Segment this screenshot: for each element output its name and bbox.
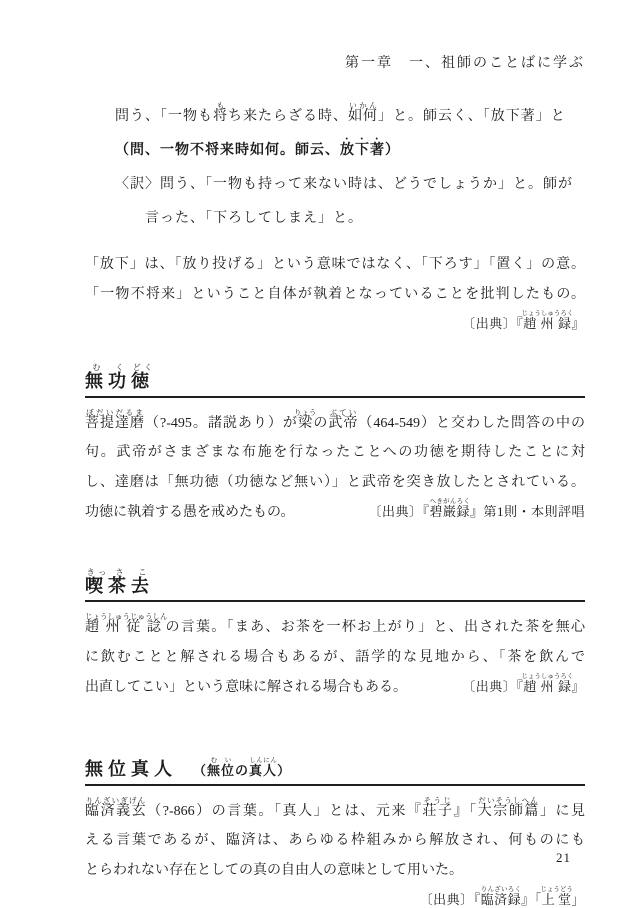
- entry-body-line: に飲むことと解される場合もあるが、語学的な見地から、「茶を飲んで: [85, 649, 585, 665]
- source-citation: 〔出典〕『趙州録じょうしゅうろく』: [462, 310, 585, 331]
- page-number: 21: [556, 850, 571, 865]
- heading-rule: [85, 600, 585, 602]
- commentary-paragraph: [85, 250, 585, 337]
- quote-block: [115, 100, 585, 236]
- entry-body-line: 臨済義玄りんざいぎげん（?-866）の言葉。「真人」とは、元来『荘子そうじ』「大宗師篇だいそうしへん」に見: [85, 795, 586, 819]
- entry-body-line: 菩提達磨ぼだいだるま（?-495。諸説あり）が梁りょうの武帝ぶてい（464-549）と交わした問答の中の: [85, 407, 585, 431]
- source-citation: 〔出典〕『碧巌録へきがんろく』第1則・本則評唱: [368, 498, 585, 519]
- entry-body-line: 趙州従諗じょうしゅうじゅうしんの言葉。「まあ、お茶を一杯お上がり」と、出された茶を無心: [85, 612, 585, 635]
- entry-body-line: 出直してこい」という意味に解される場合もある。: [85, 680, 407, 695]
- entry-body-line: とらわれない存在としての真の自由人の意味として用いた。: [85, 862, 463, 878]
- quote-line-translation: 〈訳〉問う、「一物も持って来ない時は、どうでしょうか」と。師が: [115, 177, 573, 192]
- commentary-line: 「放下」は、「放り投げる」という意味ではなく、「下ろす」「置く」の意。: [85, 257, 585, 272]
- entry-mui-shinnin: [85, 757, 585, 908]
- entry-body-line: える言葉であるが、臨済は、あらゆる枠組みから解放され、何ものにも: [85, 833, 585, 848]
- entry-mukudoku: [85, 363, 585, 528]
- source-citation: 〔出典〕『趙州録じょうしゅうろく』: [462, 673, 585, 694]
- entry-body-line: し、達磨は「無功徳（功徳など無い）」と武帝を突き放したとされている。: [85, 474, 585, 490]
- entry-body-line: 句。武帝がさまざまな布施を行なったことへの功徳を期待したことに対: [85, 445, 585, 460]
- quote-line-kakikudashi: 問う、「一物も将もち来たらざる時、如何いかん」と。師云く、「放下著」と: [115, 101, 566, 124]
- entry-heading: [85, 568, 585, 598]
- entry-body-line: 功徳に執着する愚を戒めたもの。: [85, 505, 295, 520]
- commentary-line: 「一物不将来」ということ自体が執着となっていることを批判したもの。: [85, 286, 585, 302]
- entry-title: 喫きっ茶さ去こ: [85, 567, 154, 596]
- entry-title: 無む功く徳どく: [85, 363, 154, 391]
- source-line: [85, 310, 585, 337]
- entry-kissako: [85, 568, 585, 703]
- quote-line-kanbun: （問、一物不将来時如何。師云、放下著）: [115, 143, 400, 158]
- heading-rule: [85, 396, 585, 398]
- chapter-header: 第一章 一、祖師のことばに学ぶ: [345, 54, 585, 70]
- entry-heading: [85, 757, 585, 781]
- source-citation: 〔出典〕『臨済録りんざいろく』「上堂じょうどう」: [419, 886, 585, 907]
- entry-last-line: [85, 672, 585, 703]
- entry-last-line: [85, 497, 585, 528]
- entry-heading: [85, 363, 585, 393]
- quote-line-translation-2: 言った、「下ろしてしまえ」と。: [145, 211, 363, 226]
- heading-rule: [85, 784, 585, 786]
- entry-subtitle: （無位むいの真人しんにん）: [193, 756, 292, 778]
- source-line: [85, 886, 585, 908]
- entry-title: 無位真人: [85, 759, 177, 779]
